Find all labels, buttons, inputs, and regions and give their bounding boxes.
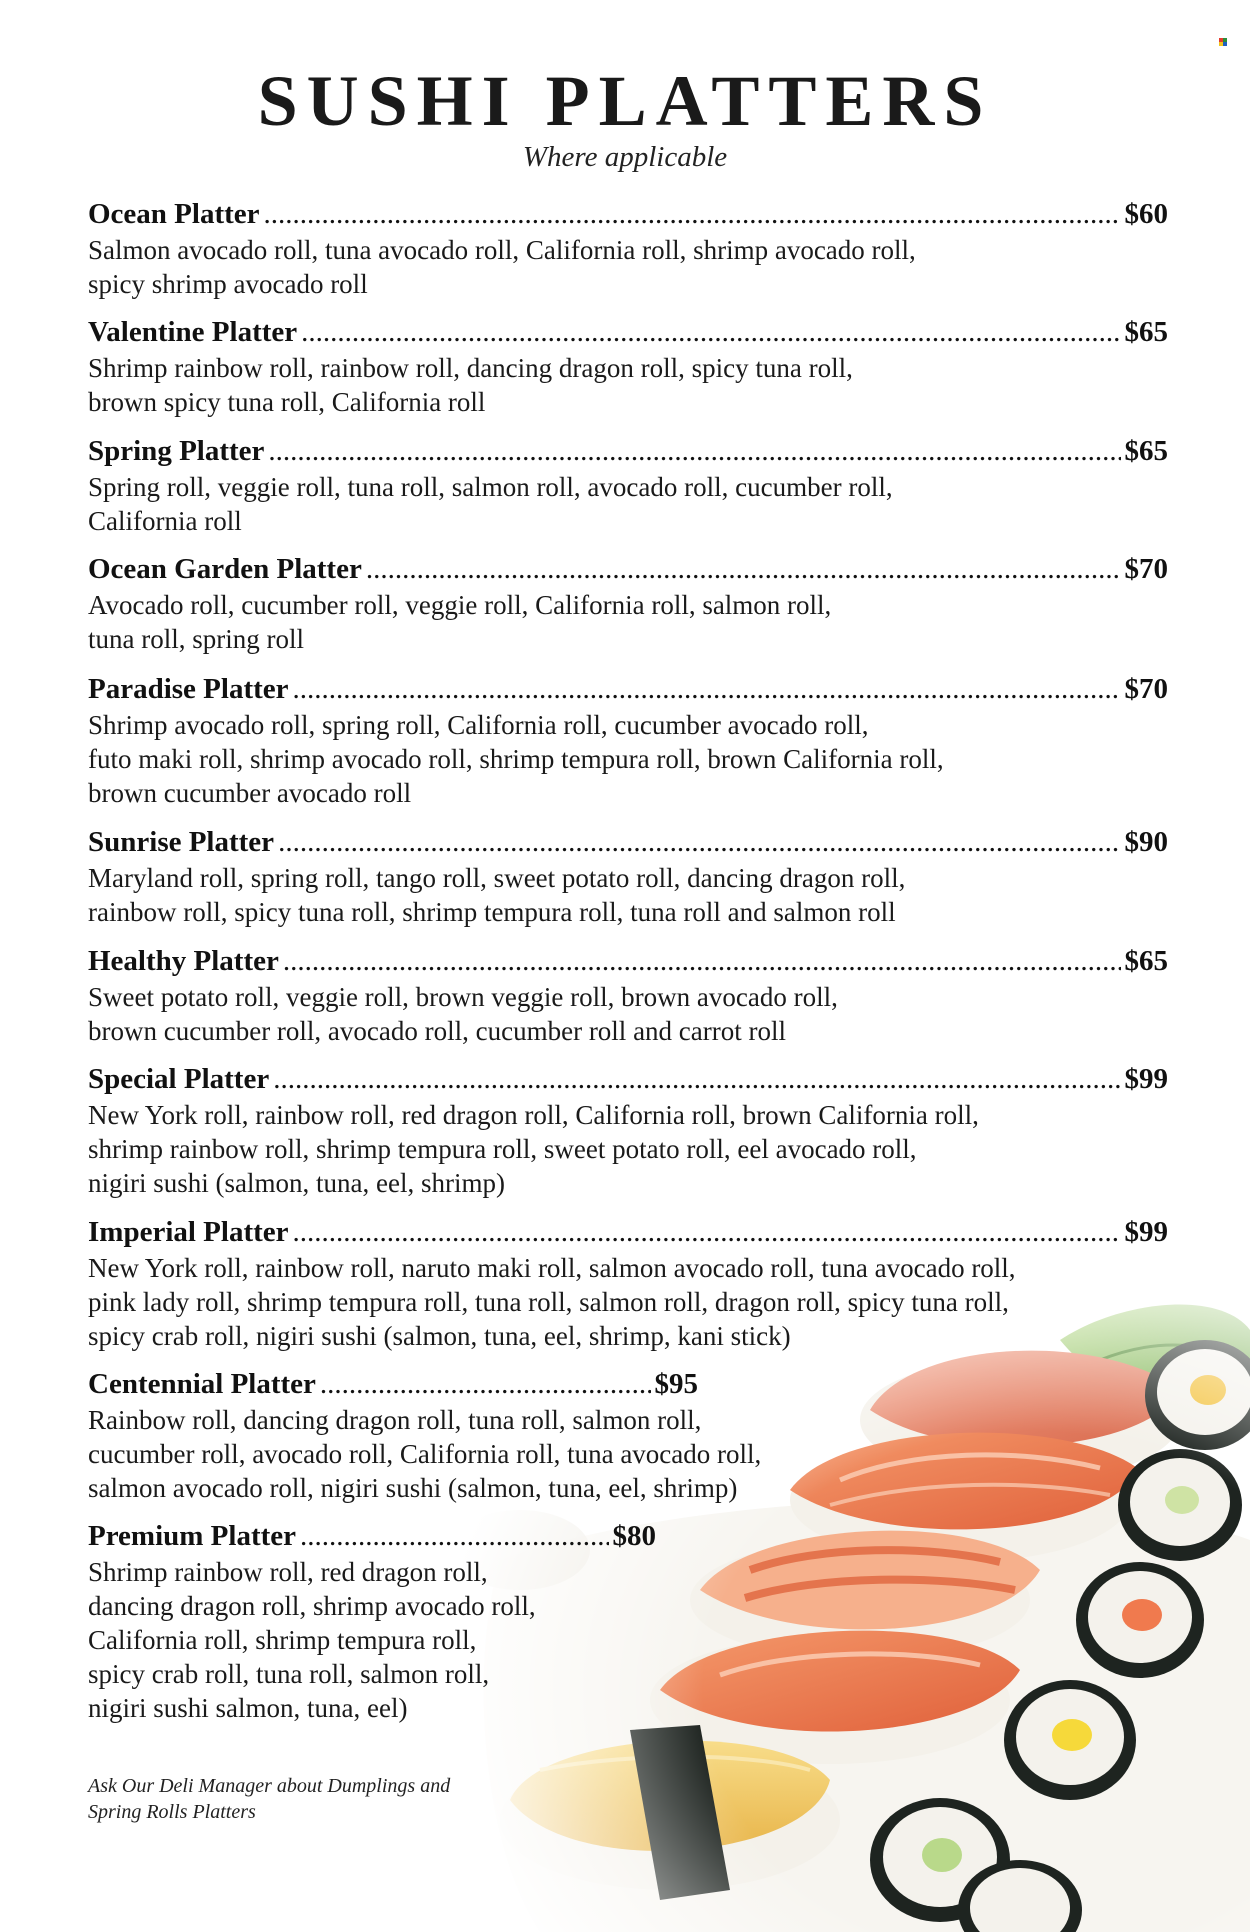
platter-description-line: shrimp rainbow roll, shrimp tempura roll, sweet potato roll, eel avocado roll,	[88, 1134, 917, 1164]
platter-heading	[88, 313, 1168, 351]
platter-description-line: California roll	[88, 506, 242, 536]
platter-name: Paradise Platter	[88, 673, 289, 705]
platter-name: Ocean Platter	[88, 198, 260, 230]
platter-price: $60	[1124, 198, 1168, 230]
platter-description-line: New York roll, rainbow roll, red dragon roll, California roll, brown California roll,	[88, 1100, 979, 1130]
platter-description-line: Avocado roll, cucumber roll, veggie roll, California roll, salmon roll,	[88, 590, 832, 620]
platter-description-line: nigiri sushi (salmon, tuna, eel, shrimp)	[88, 1168, 505, 1198]
platter-name: Valentine Platter	[88, 316, 298, 348]
platter-description-line: spicy crab roll, tuna roll, salmon roll,	[88, 1659, 490, 1689]
platter-heading	[88, 823, 1168, 861]
footer-note: Ask Our Deli Manager about Dumplings and Spring Rolls Platters	[88, 1775, 451, 1823]
dot-leader	[264, 195, 1121, 233]
platter-heading	[88, 942, 1168, 980]
platter-name: Centennial Platter	[88, 1368, 316, 1400]
platter-description-line: pink lady roll, shrimp tempura roll, tuna roll, salmon roll, dragon roll, spicy tuna roll,	[88, 1287, 1009, 1317]
platter-description-line: Shrimp rainbow roll, red dragon roll,	[88, 1557, 488, 1587]
platter-item	[88, 550, 1168, 656]
platter-description-line: salmon avocado roll, nigiri sushi (salmon, tuna, eel, shrimp)	[88, 1473, 738, 1503]
platter-price: $90	[1124, 826, 1168, 858]
platter-description-line: spicy crab roll, nigiri sushi (salmon, tuna, eel, shrimp, kani stick)	[88, 1321, 791, 1351]
page-subtitle: Where applicable	[522, 141, 728, 173]
platter-description-line: dancing dragon roll, shrimp avocado roll,	[88, 1591, 536, 1621]
platter-item	[88, 1060, 1168, 1200]
platter-name: Sunrise Platter	[88, 826, 275, 858]
platter-price: $70	[1124, 553, 1168, 585]
platter-item	[88, 670, 1168, 810]
platter-description-line: rainbow roll, spicy tuna roll, shrimp tempura roll, tuna roll and salmon roll	[88, 897, 896, 927]
platter-heading	[88, 1213, 1168, 1251]
dot-leader	[278, 823, 1120, 861]
platter-description-line: spicy shrimp avocado roll	[88, 269, 368, 299]
platter-description-line: nigiri sushi salmon, tuna, eel)	[88, 1693, 408, 1723]
dot-leader	[366, 550, 1121, 588]
dot-leader	[300, 1517, 608, 1555]
platter-description-line: Spring roll, veggie roll, tuna roll, salmon roll, avocado roll, cucumber roll,	[88, 472, 893, 502]
platter-item	[88, 1365, 1168, 1505]
platter-price: $95	[654, 1368, 698, 1400]
dot-leader	[283, 942, 1121, 980]
platter-price: $65	[1124, 316, 1168, 348]
platter-description-line: tuna roll, spring roll	[88, 624, 304, 654]
platter-heading	[88, 550, 1168, 588]
platter-item	[88, 942, 1168, 1048]
platter-list	[88, 195, 1168, 1737]
dot-leader	[301, 313, 1120, 351]
platter-description-line: Shrimp avocado roll, spring roll, California roll, cucumber avocado roll,	[88, 710, 869, 740]
platter-description-line: brown cucumber roll, avocado roll, cucumber roll and carrot roll	[88, 1016, 786, 1046]
platter-price: $65	[1124, 435, 1168, 467]
platter-name: Healthy Platter	[88, 945, 279, 977]
platter-item	[88, 195, 1168, 301]
platter-item	[88, 823, 1168, 929]
platter-item	[88, 432, 1168, 538]
platter-description-line: California roll, shrimp tempura roll,	[88, 1625, 477, 1655]
platter-description-line: brown spicy tuna roll, California roll	[88, 387, 486, 417]
platter-description-line: brown cucumber avocado roll	[88, 778, 412, 808]
dot-leader	[320, 1365, 651, 1403]
platter-description-line: Maryland roll, spring roll, tango roll, sweet potato roll, dancing dragon roll,	[88, 863, 906, 893]
platter-description-line: Rainbow roll, dancing dragon roll, tuna roll, salmon roll,	[88, 1405, 702, 1435]
platter-description-line: Shrimp rainbow roll, rainbow roll, dancing dragon roll, spicy tuna roll,	[88, 353, 853, 383]
platter-item	[88, 313, 1168, 419]
platter-heading	[88, 1365, 698, 1403]
platter-item	[88, 1213, 1168, 1353]
platter-heading	[88, 670, 1168, 708]
platter-heading	[88, 1060, 1168, 1098]
platter-description-line: futo maki roll, shrimp avocado roll, shrimp tempura roll, brown California roll,	[88, 744, 944, 774]
platter-name: Imperial Platter	[88, 1216, 289, 1248]
platter-heading	[88, 195, 1168, 233]
dot-leader	[293, 1213, 1121, 1251]
page-title: SUSHI PLATTERS	[257, 61, 993, 141]
platter-price: $70	[1124, 673, 1168, 705]
platter-name: Spring Platter	[88, 435, 265, 467]
platter-item	[88, 1517, 1168, 1725]
platter-name: Special Platter	[88, 1063, 270, 1095]
platter-price: $99	[1124, 1216, 1168, 1248]
platter-price: $99	[1124, 1063, 1168, 1095]
platter-heading	[88, 432, 1168, 470]
dot-leader	[273, 1060, 1120, 1098]
corner-color-mark	[1219, 38, 1227, 46]
platter-price: $80	[612, 1520, 656, 1552]
platter-heading	[88, 1517, 656, 1555]
platter-description-line: Salmon avocado roll, tuna avocado roll, California roll, shrimp avocado roll,	[88, 235, 916, 265]
platter-description-line: New York roll, rainbow roll, naruto maki roll, salmon avocado roll, tuna avocado roll,	[88, 1253, 1016, 1283]
platter-price: $65	[1124, 945, 1168, 977]
platter-name: Premium Platter	[88, 1520, 297, 1552]
platter-description-line: cucumber roll, avocado roll, California roll, tuna avocado roll,	[88, 1439, 762, 1469]
platter-name: Ocean Garden Platter	[88, 553, 362, 585]
dot-leader	[268, 432, 1120, 470]
dot-leader	[293, 670, 1121, 708]
platter-description-line: Sweet potato roll, veggie roll, brown veggie roll, brown avocado roll,	[88, 982, 838, 1012]
